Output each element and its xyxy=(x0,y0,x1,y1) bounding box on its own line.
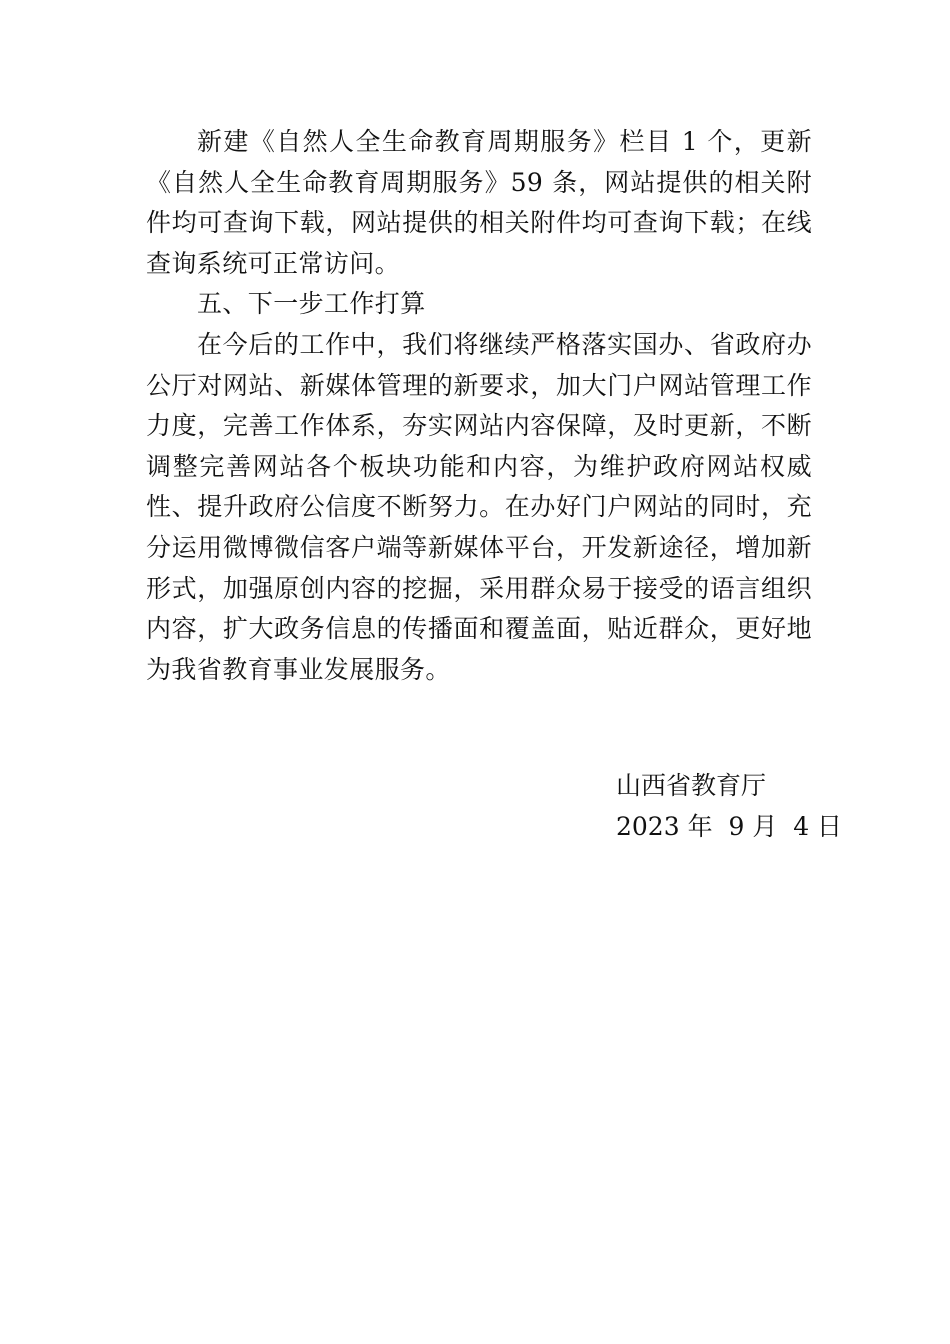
paragraph-website-updates: 新建《自然人全生命教育周期服务》栏目 1 个，更新《自然人全生命教育周期服务》59 条，网站提供的相关附件均可查询下载，网站提供的相关附件均可查询下载；在线查询系统可正常访问。 xyxy=(146,127,812,278)
document-body xyxy=(146,122,812,690)
signature-date: 2023 年 9 月 4 日 xyxy=(616,811,843,841)
signature-organization: 山西省教育厅 xyxy=(616,771,767,800)
section-heading-next-steps: 五、下一步工作打算 xyxy=(197,289,426,319)
signature-block xyxy=(616,766,842,847)
paragraph-future-work: 在今后的工作中，我们将继续严格落实国办、省政府办公厅对网站、新媒体管理的新要求，加大门户网站管理工作力度，完善工作体系，夯实网站内容保障，及时更新，不断调整完善网站各个板块功能和内容，为维护政府网站权威性、提升政府公信度不断努力。在办好门户网站的同时，充分运用微博微信客户端等新媒体平台，开发新途径，增加新形式，加强原创内容的挖掘，采用群众易于接受的语言组织内容，扩大政务信息的传播面和覆盖面，贴近群众，更好地为我省教育事业发展服务。 xyxy=(146,329,812,684)
